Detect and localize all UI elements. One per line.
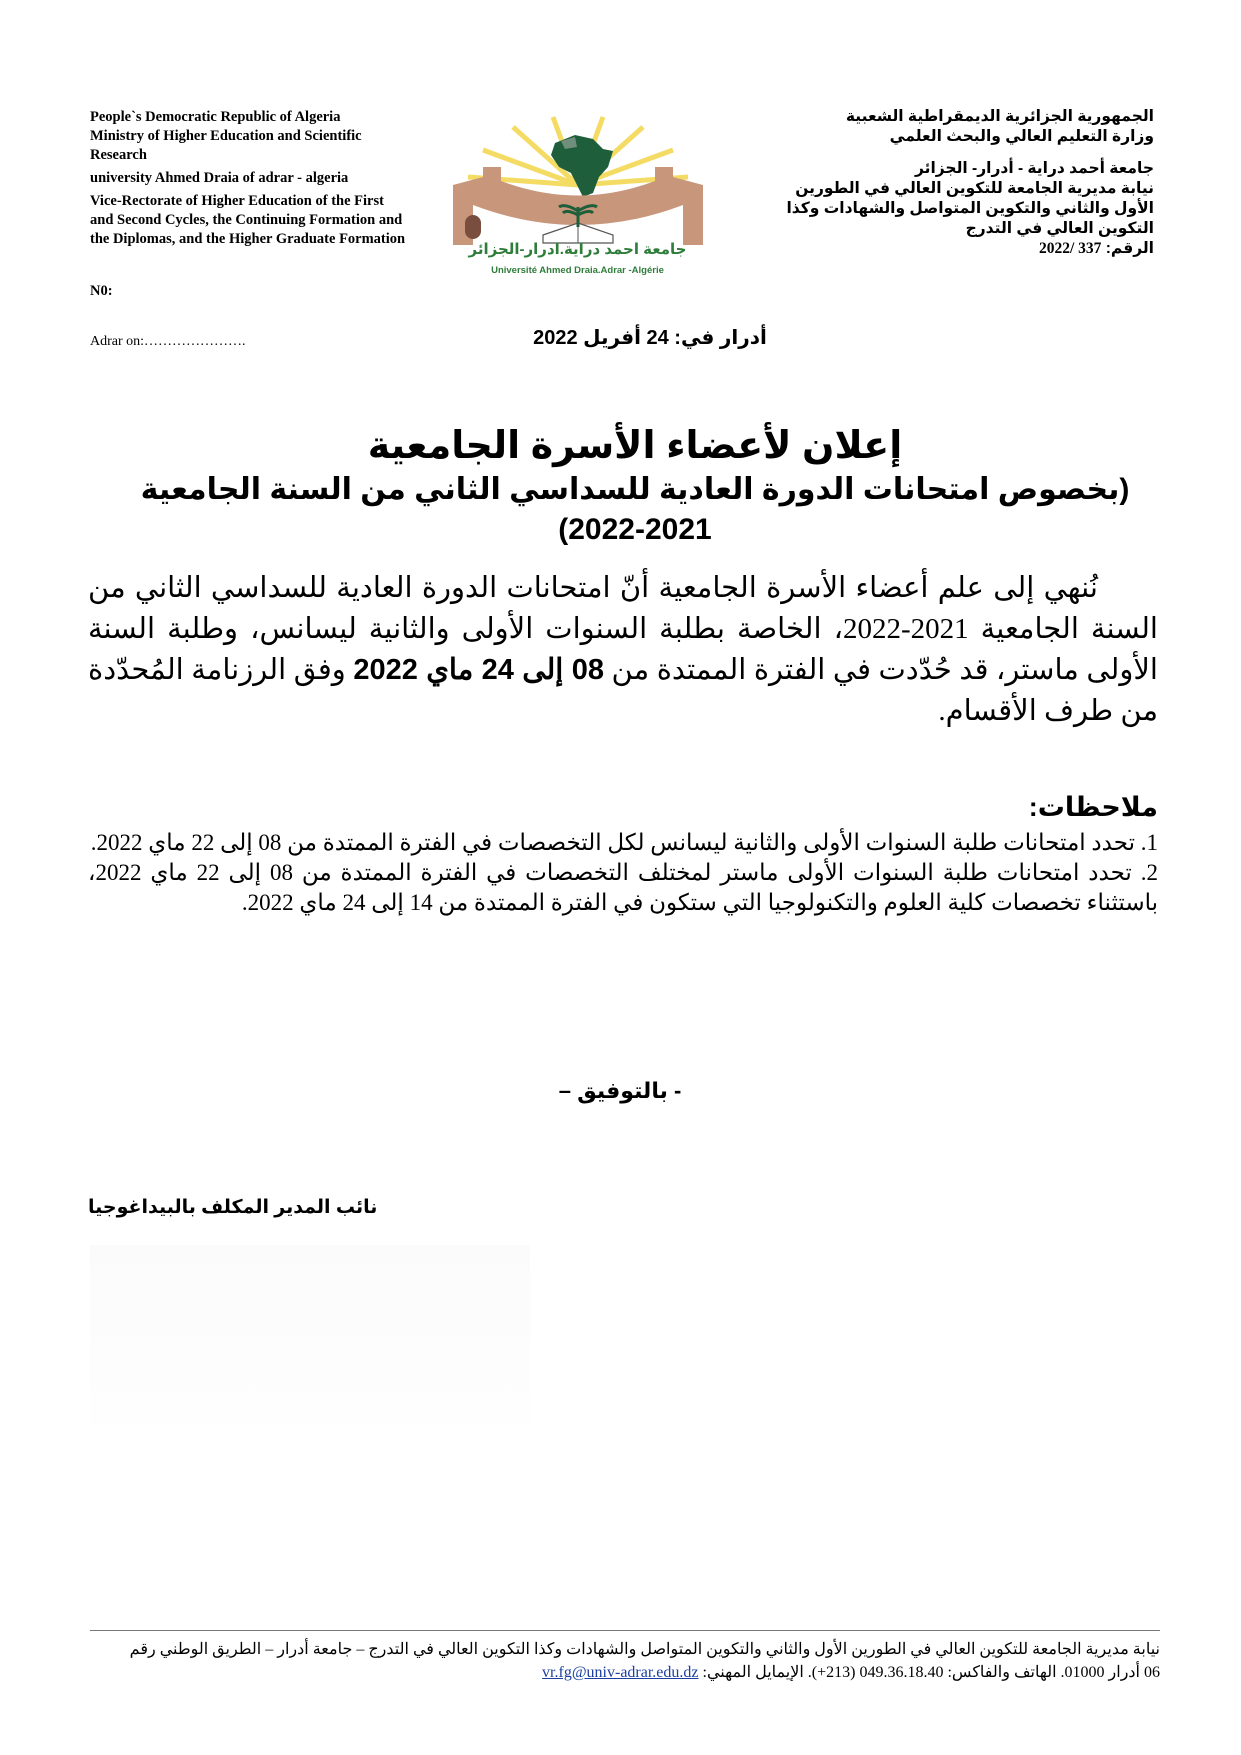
signatory-title: نائب المدير المكلف بالبيداغوجيا [88, 1197, 378, 1218]
arabic-vice-rectorate-line: نيابة مديرية الجامعة للتكوين العالي في الطورين الأول والثاني والتكوين المتواصل والشهادات وكذا التكوين العالي في التدرج [786, 180, 1154, 237]
arabic-university-line: جامعة أحمد دراية - أدرار- الجزائر [915, 160, 1154, 177]
arabic-reference-number-value: 2022/ 337 [1039, 240, 1102, 257]
english-date-line: Adrar on:…………………. [90, 334, 246, 349]
english-vice-rectorate-line: Vice-Rectorate of Higher Education of the First and Second Cycles, the Continuing Formation and the Diplomas, and the Higher Graduate Formation [90, 193, 406, 247]
footer-address-line1: نيابة مديرية الجامعة للتكوين العالي في الطورين الأول والثاني والتكوين المتواصل والشهادات وكذا التكوين العالي في التدرج – جامعة أدرار – الطريق الوطني رقم [129, 1641, 1160, 1658]
arabic-reference-number [754, 239, 1154, 259]
body-exam-date-range: 08 إلى 24 ماي 2022 [353, 654, 604, 686]
arabic-ministry-line: وزارة التعليم العالي والبحث العلمي [889, 128, 1154, 145]
logo-caption-arabic: جامعة احمد دراية.ادرار-الجزائر [468, 241, 687, 258]
english-university-line: university Ahmed Draia of adrar - algeria [90, 170, 349, 186]
footer-divider [90, 1630, 1160, 1631]
footer-contact-text: 06 أدرار 01000. الهاتف والفاكس: 049.36.18.40 (213+). الإيمايل المهني: [698, 1664, 1160, 1681]
arabic-reference-number-label: الرقم: [1105, 240, 1154, 257]
closing-greeting: - بالتوفيق – [558, 1078, 682, 1103]
english-reference-number-label: N0: [90, 283, 113, 299]
university-emblem-icon [443, 115, 713, 245]
footer-address-line2 [88, 1661, 1160, 1684]
english-ministry-line: Ministry of Higher Education and Scientific Research [90, 128, 362, 163]
announcement-subtitle: (بخصوص امتحانات الدورة العادية للسداسي الثاني من السنة الجامعية 2021-2022) [140, 473, 1130, 546]
body-text-part1: نُنهي إلى علم أعضاء الأسرة الجامعية أنّ امتحانات الدورة العادية للسداسي الثاني من السنة الجامعية 2021-2022، الخاصة بطلبة السنوات الأولى والثانية ليسانس، وطلبة السنة الأولى ماستر، قد حُدّدت في الفترة الممتدة من [88, 572, 1158, 686]
announcement-title: إعلان لأعضاء الأسرة الجامعية [367, 425, 903, 467]
signature-stamp-area [90, 1245, 530, 1425]
english-country-line: People`s Democratic Republic of Algeria [90, 109, 341, 125]
announcement-body [88, 568, 1158, 732]
arabic-letterhead [754, 107, 1154, 259]
note-item: 1. تحدد امتحانات طلبة السنوات الأولى والثانية ليسانس لكل التخصصات في الفترة الممتدة من 08 إلى 22 ماي 2022. [90, 830, 1158, 855]
note-item: 2. تحدد امتحانات طلبة السنوات الأولى ماستر لمختلف التخصصات في الفترة الممتدة من 08 إلى 22 ماي 2022، باستثناء تخصصات كلية العلوم والتكنولوجيا التي ستكون في الفترة الممتدة من 14 إلى 24 ماي 2022. [88, 860, 1158, 915]
notes-heading: ملاحظات: [1028, 792, 1158, 822]
body-text-part2: وفق الرزنامة المُحدّدة من طرف الأقسام. [88, 654, 1158, 727]
english-letterhead [90, 108, 410, 249]
arabic-country-line: الجمهورية الجزائرية الديمقراطية الشعبية [845, 108, 1154, 125]
footer-email-link[interactable]: vr.fg@univ-adrar.edu.dz [542, 1664, 699, 1681]
arabic-date-line: أدرار في: 24 أفريل 2022 [533, 327, 767, 349]
notes-list [88, 828, 1158, 918]
footer-address [88, 1638, 1160, 1684]
logo-caption-french: Université Ahmed Draia.Adrar -Algérie [491, 265, 664, 276]
university-logo [443, 115, 713, 290]
